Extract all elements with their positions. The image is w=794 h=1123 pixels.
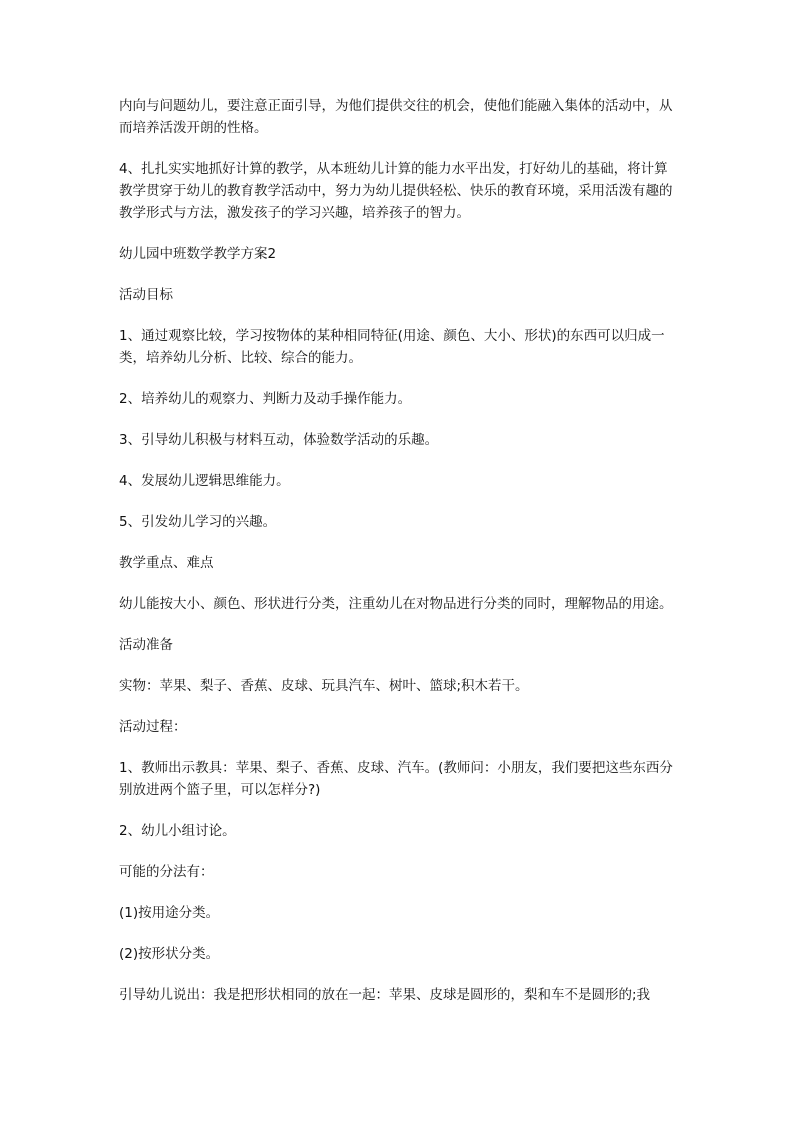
heading-preparation: 活动准备 [119, 637, 173, 653]
goal-4: 4、发展幼儿逻辑思维能力。 [119, 473, 290, 489]
goal-5: 5、引发幼儿学习的兴趣。 [119, 514, 277, 530]
possible-methods-label: 可能的分法有： [119, 864, 214, 880]
paragraph-intro-continuation: 内向与问题幼儿，要注意正面引导，为他们提供交往的机会，使他们能融入集体的活动中，从而培养活泼开朗的性格。 [119, 98, 673, 136]
heading-process: 活动过程： [119, 719, 187, 735]
method-2: (2)按形状分类。 [119, 946, 220, 962]
heading-activity-goals: 活动目标 [119, 287, 173, 303]
goal-3: 3、引导幼儿积极与材料互动，体验数学活动的乐趣。 [119, 432, 439, 448]
guide-text: 引导幼儿说出：我是把形状相同的放在一起：苹果、皮球是圆形的，梨和车不是圆形的;我 [119, 987, 651, 1003]
process-step-2: 2、幼儿小组讨论。 [119, 823, 236, 839]
section-title: 幼儿园中班数学教学方案2 [119, 246, 277, 262]
key-points-text: 幼儿能按大小、颜色、形状进行分类，注重幼儿在对物品进行分类的同时，理解物品的用途。 [119, 596, 673, 612]
heading-key-points: 教学重点、难点 [119, 555, 214, 571]
paragraph-point-4: 4、扎扎实实地抓好计算的教学，从本班幼儿计算的能力水平出发，打好幼儿的基础，将计算教学贯穿于幼儿的教育教学活动中，努力为幼儿提供轻松、快乐的教育环境，采用活泼有趣的教学形式与方法，激发孩子的学习兴趣，培养孩子的智力。 [119, 161, 673, 221]
preparation-text: 实物：苹果、梨子、香蕉、皮球、玩具汽车、树叶、篮球;积木若干。 [119, 678, 529, 694]
method-1: (1)按用途分类。 [119, 905, 220, 921]
process-step-1: 1、教师出示教具：苹果、梨子、香蕉、皮球、汽车。(教师问：小朋友，我们要把这些东西分别放进两个篮子里，可以怎样分?) [119, 760, 673, 798]
document-page [119, 95, 679, 1006]
goal-1: 1、通过观察比较，学习按物体的某种相同特征(用途、颜色、大小、形状)的东西可以归成一类，培养幼儿分析、比较、综合的能力。 [119, 328, 665, 366]
goal-2: 2、培养幼儿的观察力、判断力及动手操作能力。 [119, 391, 412, 407]
